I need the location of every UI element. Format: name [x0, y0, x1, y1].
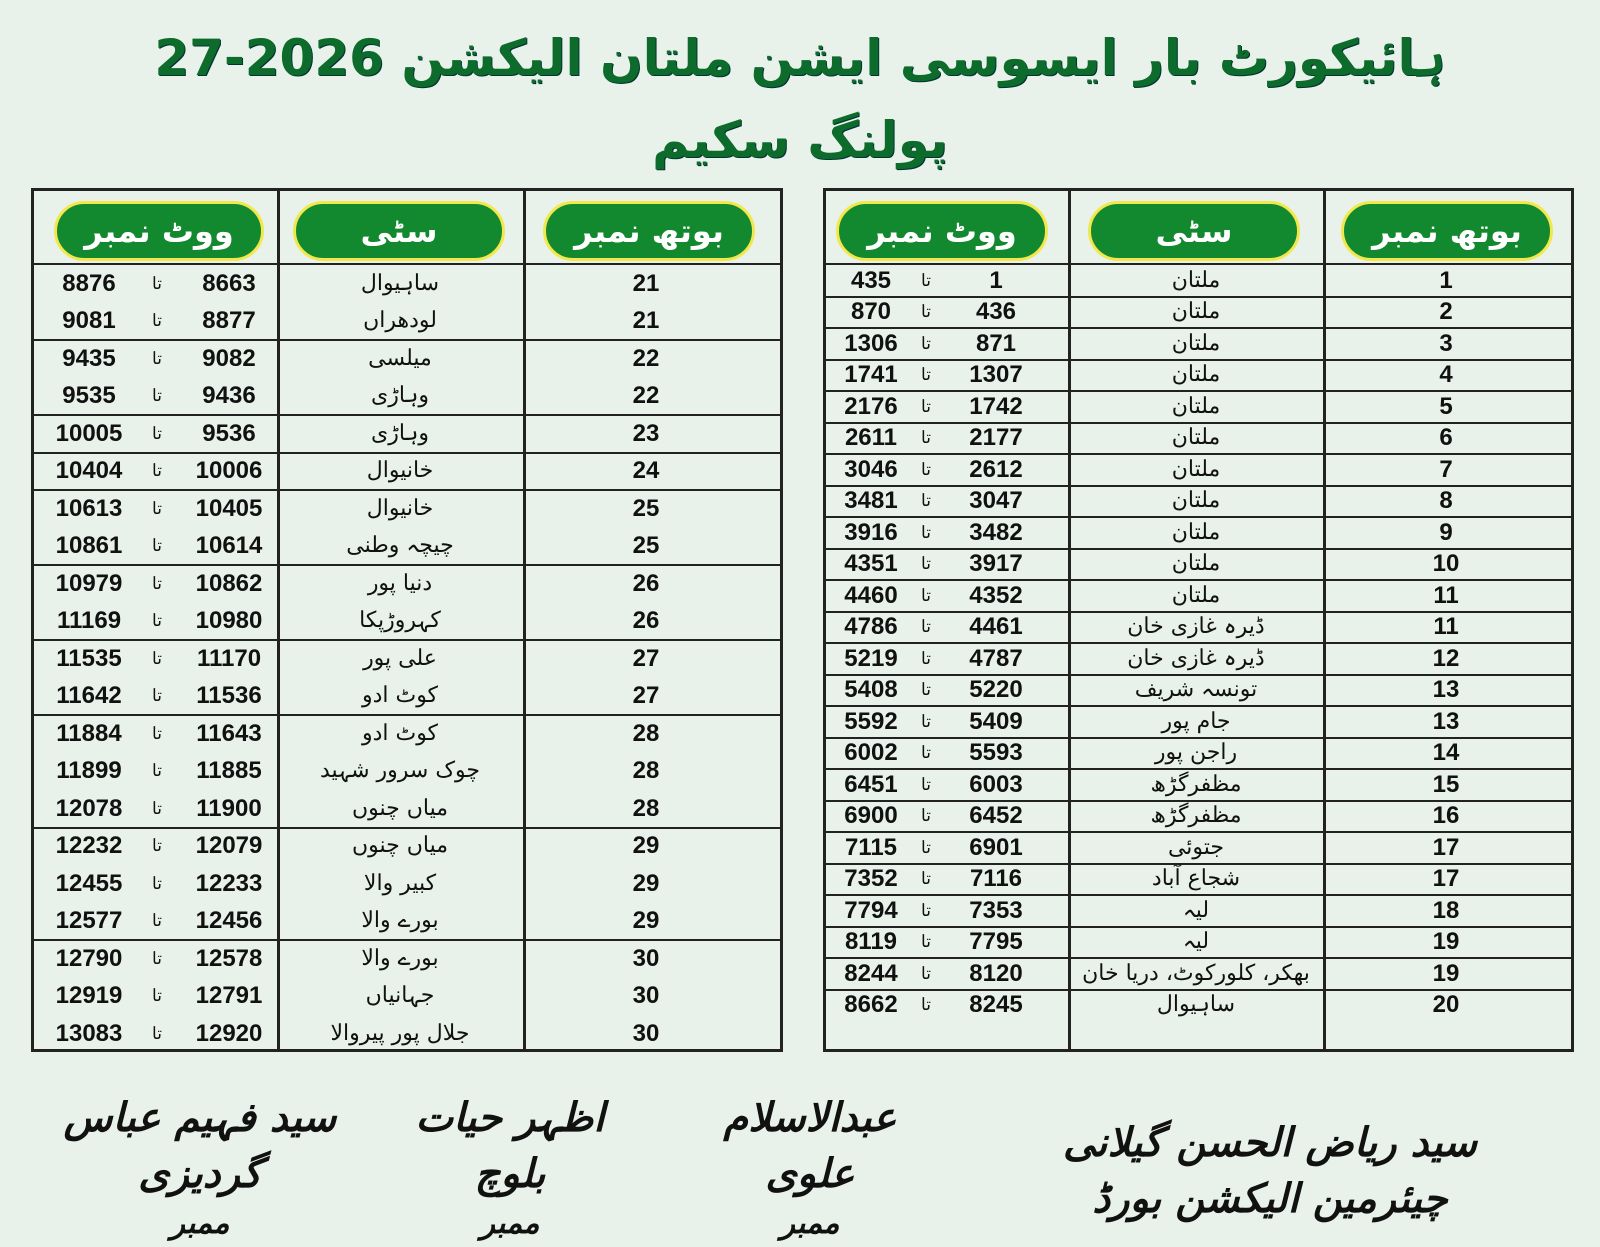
booth-number: 17 — [1432, 865, 1460, 893]
city-name: ملتان — [1171, 488, 1221, 514]
vote-from: 3482 — [969, 518, 1023, 546]
row-divider — [826, 957, 1571, 959]
booth-number: 25 — [632, 494, 660, 522]
row-divider — [34, 414, 780, 416]
city-name: مظفرگڑھ — [1150, 803, 1242, 829]
row-divider — [826, 737, 1571, 739]
booth-number: 30 — [632, 1019, 660, 1047]
booth-number: 28 — [632, 719, 660, 747]
city-name: ملتان — [1171, 425, 1221, 451]
row-divider — [826, 516, 1571, 518]
vote-from: 8120 — [969, 959, 1023, 987]
member-role: ممبر — [170, 1206, 230, 1241]
city-name: کوٹ ادو — [361, 683, 439, 709]
to-label: تا — [152, 911, 162, 932]
member-signature — [680, 1090, 940, 1246]
city-name: مظفرگڑھ — [1150, 771, 1242, 797]
booth-number: 13 — [1432, 707, 1460, 735]
vote-from: 11536 — [196, 682, 262, 710]
vote-from: 12791 — [195, 982, 263, 1010]
booth-number: 6 — [1439, 424, 1453, 452]
city-name: راجن پور — [1154, 740, 1238, 766]
row-divider — [34, 339, 780, 341]
to-label: تا — [152, 573, 162, 594]
vote-to: 12078 — [55, 794, 123, 822]
row-divider — [826, 579, 1571, 581]
city-name: ملتان — [1171, 362, 1221, 388]
booth-number: 27 — [632, 644, 660, 672]
vote-to: 4351 — [844, 550, 898, 578]
member-name: سید فہیم عباس گردیزی — [63, 1094, 337, 1197]
member-name: اظہر حیات بلوچ — [415, 1094, 605, 1197]
left-polling-table — [31, 188, 783, 1052]
booth-number: 16 — [1432, 802, 1460, 830]
city-name: خانیوال — [366, 458, 434, 484]
vote-to: 10404 — [55, 457, 123, 485]
vote-to: 2611 — [844, 424, 898, 452]
vote-from: 3917 — [969, 550, 1023, 578]
booth-number: 3 — [1439, 329, 1453, 357]
city-name: میاں چنوں — [351, 833, 449, 859]
city-name: ملتان — [1171, 267, 1221, 293]
city-name: علی پور — [363, 645, 437, 671]
city-name: وہاڑی — [370, 420, 430, 446]
header-divider — [34, 263, 780, 265]
booth-number: 20 — [1432, 991, 1460, 1019]
booth-number-header: بوتھ نمبر — [543, 201, 755, 261]
row-divider — [826, 768, 1571, 770]
vote-from: 11643 — [196, 719, 262, 747]
right-polling-table — [823, 188, 1574, 1052]
booth-number: 29 — [632, 869, 660, 897]
row-divider — [826, 926, 1571, 928]
to-label: تا — [152, 611, 162, 632]
booth-number: 28 — [632, 794, 660, 822]
to-label: تا — [152, 423, 162, 444]
vote-to: 5408 — [844, 676, 898, 704]
page-subtitle: پولنگ سکیم — [652, 111, 948, 169]
vote-to: 11899 — [56, 757, 122, 785]
vote-to: 10979 — [55, 569, 123, 597]
vote-to: 4786 — [844, 613, 898, 641]
vote-from: 9436 — [202, 382, 256, 410]
city-name: ساہیوال — [360, 270, 440, 296]
booth-number: 11 — [1433, 581, 1459, 609]
city-name: ملتان — [1171, 299, 1221, 325]
vote-from: 4352 — [969, 581, 1023, 609]
vote-from: 9536 — [202, 419, 256, 447]
booth-number: 26 — [632, 569, 660, 597]
vote-from: 8245 — [969, 991, 1023, 1019]
vote-to: 6900 — [844, 802, 898, 830]
vote-to: 5219 — [844, 644, 898, 672]
booth-number: 12 — [1432, 644, 1460, 672]
vote-to: 5592 — [844, 707, 898, 735]
vote-to: 9535 — [62, 382, 116, 410]
vote-from: 12079 — [195, 832, 263, 860]
vote-from: 8663 — [202, 269, 256, 297]
vote-from: 1742 — [969, 392, 1023, 420]
vote-from: 10980 — [195, 607, 263, 635]
booth-number: 19 — [1432, 959, 1460, 987]
vote-to: 435 — [850, 266, 892, 294]
row-divider — [826, 485, 1571, 487]
row-divider — [826, 705, 1571, 707]
vote-from: 10405 — [195, 494, 263, 522]
booth-number: 2 — [1439, 298, 1453, 326]
city-name: دنیا پور — [367, 570, 433, 596]
booth-number: 17 — [1432, 833, 1460, 861]
city-name: جہانیاں — [365, 983, 435, 1009]
vote-from: 8877 — [202, 307, 256, 335]
vote-from: 6901 — [969, 833, 1023, 861]
member-role: ممبر — [480, 1206, 540, 1241]
vote-to: 8244 — [844, 959, 898, 987]
to-label: تا — [921, 270, 931, 291]
city-name: بورے والا — [361, 908, 439, 934]
to-label: تا — [152, 536, 162, 557]
to-label: تا — [921, 743, 931, 764]
booth-number: 18 — [1432, 896, 1460, 924]
to-label: تا — [152, 798, 162, 819]
to-label: تا — [921, 869, 931, 890]
vote-to: 6002 — [844, 739, 898, 767]
vote-to: 3481 — [844, 487, 898, 515]
to-label: تا — [921, 837, 931, 858]
member-name: عبدالاسلام علوی — [723, 1094, 897, 1197]
to-label: تا — [921, 333, 931, 354]
booth-number: 22 — [632, 344, 660, 372]
vote-from: 871 — [975, 329, 1017, 357]
booth-number: 21 — [632, 307, 660, 335]
vote-from: 12920 — [195, 1019, 263, 1047]
vote-from: 1 — [989, 266, 1003, 294]
booth-number: 11 — [1433, 613, 1459, 641]
vote-to: 3046 — [844, 455, 898, 483]
to-label: تا — [921, 396, 931, 417]
city-name: لیہ — [1182, 897, 1210, 923]
vote-to: 12790 — [55, 944, 123, 972]
vote-to: 11535 — [56, 644, 122, 672]
vote-to: 12919 — [55, 982, 123, 1010]
row-divider — [826, 989, 1571, 991]
vote-from: 11885 — [196, 757, 262, 785]
vote-from: 7116 — [969, 865, 1023, 893]
vote-to: 7352 — [844, 865, 898, 893]
vote-number-header: ووٹ نمبر — [836, 201, 1048, 261]
to-label: تا — [152, 648, 162, 669]
to-label: تا — [921, 995, 931, 1016]
vote-from: 2177 — [969, 424, 1023, 452]
city-name: ڈیرہ غازی خان — [1127, 645, 1265, 671]
row-divider — [34, 827, 780, 829]
booth-number: 21 — [632, 269, 660, 297]
to-label: تا — [152, 348, 162, 369]
city-name: ملتان — [1171, 330, 1221, 356]
booth-number: 30 — [632, 944, 660, 972]
to-label: تا — [152, 873, 162, 894]
vote-from: 10006 — [195, 457, 263, 485]
row-divider — [34, 714, 780, 716]
vote-to: 13083 — [55, 1019, 123, 1047]
row-divider — [34, 452, 780, 454]
row-divider — [826, 453, 1571, 455]
chairman-name: سید ریاض الحسن گیلانی چیئرمین الیکشن بورڈ — [1062, 1119, 1478, 1222]
row-divider — [826, 674, 1571, 676]
vote-from: 6003 — [969, 770, 1023, 798]
vote-to: 12455 — [55, 869, 123, 897]
member-role: ممبر — [780, 1206, 840, 1241]
to-label: تا — [921, 522, 931, 543]
booth-number: 10 — [1432, 550, 1460, 578]
to-label: تا — [921, 963, 931, 984]
vote-to: 12577 — [55, 907, 123, 935]
vote-from: 3047 — [969, 487, 1023, 515]
to-label: تا — [921, 459, 931, 480]
vote-to: 11169 — [56, 607, 122, 635]
booth-number: 13 — [1432, 676, 1460, 704]
row-divider — [34, 489, 780, 491]
city-header: سٹی — [293, 201, 505, 261]
to-label: تا — [921, 585, 931, 606]
city-name: جام پور — [1161, 708, 1231, 734]
booth-number: 28 — [632, 757, 660, 785]
city-name: ڈیرہ غازی خان — [1127, 614, 1265, 640]
booth-number: 23 — [632, 419, 660, 447]
to-label: تا — [152, 723, 162, 744]
vote-from: 7795 — [969, 928, 1023, 956]
vote-from: 10614 — [195, 532, 263, 560]
city-name: لیہ — [1182, 929, 1210, 955]
vote-to: 10005 — [55, 419, 123, 447]
vote-to: 10861 — [55, 532, 123, 560]
city-name: میاں چنوں — [351, 795, 449, 821]
row-divider — [826, 422, 1571, 424]
vote-to: 11642 — [56, 682, 122, 710]
city-name: بورے والا — [361, 945, 439, 971]
city-name: تونسہ شریف — [1134, 677, 1258, 703]
booth-number: 14 — [1432, 739, 1460, 767]
vote-to: 9435 — [62, 344, 116, 372]
booth-number: 29 — [632, 907, 660, 935]
vote-from: 4787 — [969, 644, 1023, 672]
booth-number: 30 — [632, 982, 660, 1010]
vote-from: 5220 — [969, 676, 1023, 704]
vote-to: 12232 — [55, 832, 123, 860]
to-label: تا — [152, 1023, 162, 1044]
to-label: تا — [152, 986, 162, 1007]
city-name: چیچہ وطنی — [346, 533, 454, 559]
to-label: تا — [152, 461, 162, 482]
vote-to: 10613 — [55, 494, 123, 522]
vote-to: 4460 — [844, 581, 898, 609]
to-label: تا — [921, 617, 931, 638]
city-name: جلال پور پیروالا — [330, 1020, 470, 1046]
city-name: میلسی — [368, 345, 432, 371]
city-name: خانیوال — [366, 495, 434, 521]
booth-number: 1 — [1439, 266, 1453, 294]
row-divider — [826, 327, 1571, 329]
city-name: ملتان — [1171, 393, 1221, 419]
city-name: کہروڑپکا — [359, 608, 441, 634]
vote-from: 11170 — [196, 644, 262, 672]
to-label: تا — [921, 428, 931, 449]
city-name: شجاع آباد — [1151, 866, 1241, 892]
to-label: تا — [921, 806, 931, 827]
member-signature — [40, 1090, 360, 1246]
to-label: تا — [152, 273, 162, 294]
vote-to: 1741 — [844, 361, 898, 389]
booth-number: 7 — [1439, 455, 1453, 483]
vote-to: 8662 — [844, 991, 898, 1019]
row-divider — [826, 548, 1571, 550]
vote-to: 9081 — [62, 307, 116, 335]
row-divider — [826, 863, 1571, 865]
vote-to: 6451 — [844, 770, 898, 798]
booth-number: 15 — [1432, 770, 1460, 798]
to-label: تا — [152, 311, 162, 332]
city-name: بھکر، کلورکوٹ، دریا خان — [1082, 960, 1310, 986]
row-divider — [826, 642, 1571, 644]
city-name: ملتان — [1171, 551, 1221, 577]
to-label: تا — [921, 365, 931, 386]
row-divider — [34, 939, 780, 941]
booth-number: 8 — [1439, 487, 1453, 515]
to-label: تا — [921, 302, 931, 323]
vote-to: 1306 — [844, 329, 898, 357]
to-label: تا — [921, 491, 931, 512]
vote-from: 7353 — [969, 896, 1023, 924]
to-label: تا — [921, 774, 931, 795]
to-label: تا — [152, 836, 162, 857]
booth-number: 27 — [632, 682, 660, 710]
vote-from: 5593 — [969, 739, 1023, 767]
to-label: تا — [921, 680, 931, 701]
booth-number: 22 — [632, 382, 660, 410]
vote-from: 2612 — [969, 455, 1023, 483]
vote-to: 2176 — [844, 392, 898, 420]
booth-number: 19 — [1432, 928, 1460, 956]
row-divider — [826, 894, 1571, 896]
to-label: تا — [152, 498, 162, 519]
to-label: تا — [152, 948, 162, 969]
vote-to: 7794 — [844, 896, 898, 924]
city-name: ملتان — [1171, 519, 1221, 545]
row-divider — [826, 611, 1571, 613]
booth-number: 5 — [1439, 392, 1453, 420]
vote-from: 12233 — [195, 869, 263, 897]
to-label: تا — [152, 686, 162, 707]
row-divider — [826, 800, 1571, 802]
to-label: تا — [921, 648, 931, 669]
city-name: لودھراں — [363, 308, 437, 334]
page-title: ہائیکورٹ بار ایسوسی ایشن ملتان الیکشن 2026-27 — [154, 29, 1446, 87]
booth-number: 26 — [632, 607, 660, 635]
vote-to: 11884 — [56, 719, 122, 747]
to-label: تا — [921, 900, 931, 921]
city-name: وہاڑی — [370, 383, 430, 409]
vote-from: 436 — [975, 298, 1017, 326]
vote-from: 12578 — [195, 944, 263, 972]
city-header: سٹی — [1088, 201, 1300, 261]
vote-from: 1307 — [969, 361, 1023, 389]
city-name: کبیر والا — [363, 870, 437, 896]
booth-number: 25 — [632, 532, 660, 560]
city-name: ساہیوال — [1156, 992, 1236, 1018]
to-label: تا — [152, 761, 162, 782]
booth-number: 4 — [1439, 361, 1453, 389]
vote-from: 9082 — [202, 344, 256, 372]
to-label: تا — [921, 932, 931, 953]
row-divider — [826, 831, 1571, 833]
city-name: چوک سرور شہید — [320, 758, 480, 784]
row-divider — [34, 639, 780, 641]
vote-number-header: ووٹ نمبر — [54, 201, 264, 261]
booth-number: 24 — [632, 457, 660, 485]
booth-number: 29 — [632, 832, 660, 860]
vote-from: 6452 — [969, 802, 1023, 830]
city-name: ملتان — [1171, 582, 1221, 608]
to-label: تا — [152, 386, 162, 407]
city-name: کوٹ ادو — [361, 720, 439, 746]
city-name: ملتان — [1171, 456, 1221, 482]
booth-number-header: بوتھ نمبر — [1341, 201, 1553, 261]
vote-from: 10862 — [195, 569, 263, 597]
vote-to: 7115 — [844, 833, 898, 861]
member-signature — [380, 1090, 640, 1246]
chairman-signature — [990, 1115, 1550, 1227]
vote-from: 4461 — [969, 613, 1023, 641]
row-divider — [826, 390, 1571, 392]
row-divider — [826, 359, 1571, 361]
to-label: تا — [921, 711, 931, 732]
row-divider — [34, 564, 780, 566]
vote-to: 8876 — [62, 269, 116, 297]
vote-from: 11900 — [196, 794, 262, 822]
city-name: جتوئی — [1167, 834, 1225, 860]
row-divider — [826, 296, 1571, 298]
vote-from: 12456 — [195, 907, 263, 935]
to-label: تا — [921, 554, 931, 575]
vote-from: 5409 — [969, 707, 1023, 735]
vote-to: 870 — [850, 298, 892, 326]
vote-to: 8119 — [844, 928, 898, 956]
vote-to: 3916 — [844, 518, 898, 546]
booth-number: 9 — [1439, 518, 1453, 546]
